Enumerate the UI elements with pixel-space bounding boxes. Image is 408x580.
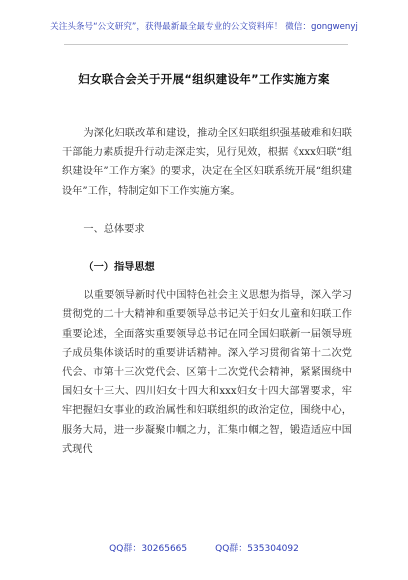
section-heading: 一、总体要求 <box>83 223 145 235</box>
footer-contacts <box>0 541 408 554</box>
body-paragraph: 以重要领导新时代中国特色社会主义思想为指导，深入学习贯彻党的二十大精神和重要领导总书记关于妇女儿童和妇联工作重要论述，全面落实重要领导总书记在同全国妇联新一届领导班子成员集体谈话时的重要讲话精神。深入学习贯彻省第十二次党代会、市第十三次党代会、区第十二次党代会精神，紧紧围绕中国妇女十三大、四川妇女十四大和xxx妇女十四大部署要求，牢牢把握妇女事业的政治属性和妇联组织的政治定位，围绕中心，服务大局，进一步凝聚巾帼之力，汇集巾帼之智，锻造适应中国式现代 <box>62 290 352 455</box>
intro-paragraph: 为深化妇联改革和建设，推动全区妇联组织强基破难和妇联干部能力素质提升行动走深走实，见行见效，根据《xxx妇联“组织建设年”工作方案》的要求，决定在全区妇联系统开展“组织建设年”工作，特制定如下工作实施方案。 <box>62 128 352 197</box>
footer-qq-group-1: QQ群：30265665 <box>109 544 188 554</box>
subsection-heading: （一）指导思想 <box>83 262 155 274</box>
footer-qq-group-2: QQ群：535304092 <box>215 544 299 554</box>
header-divider <box>64 44 348 45</box>
document-title: 妇女联合会关于开展“组织建设年”工作实施方案 <box>78 72 330 86</box>
document-body <box>62 124 352 478</box>
header-note: 关注头条号“公文研究”，获得最新最全最专业的公文资料库！ 微信：gongwenyj <box>50 22 358 32</box>
